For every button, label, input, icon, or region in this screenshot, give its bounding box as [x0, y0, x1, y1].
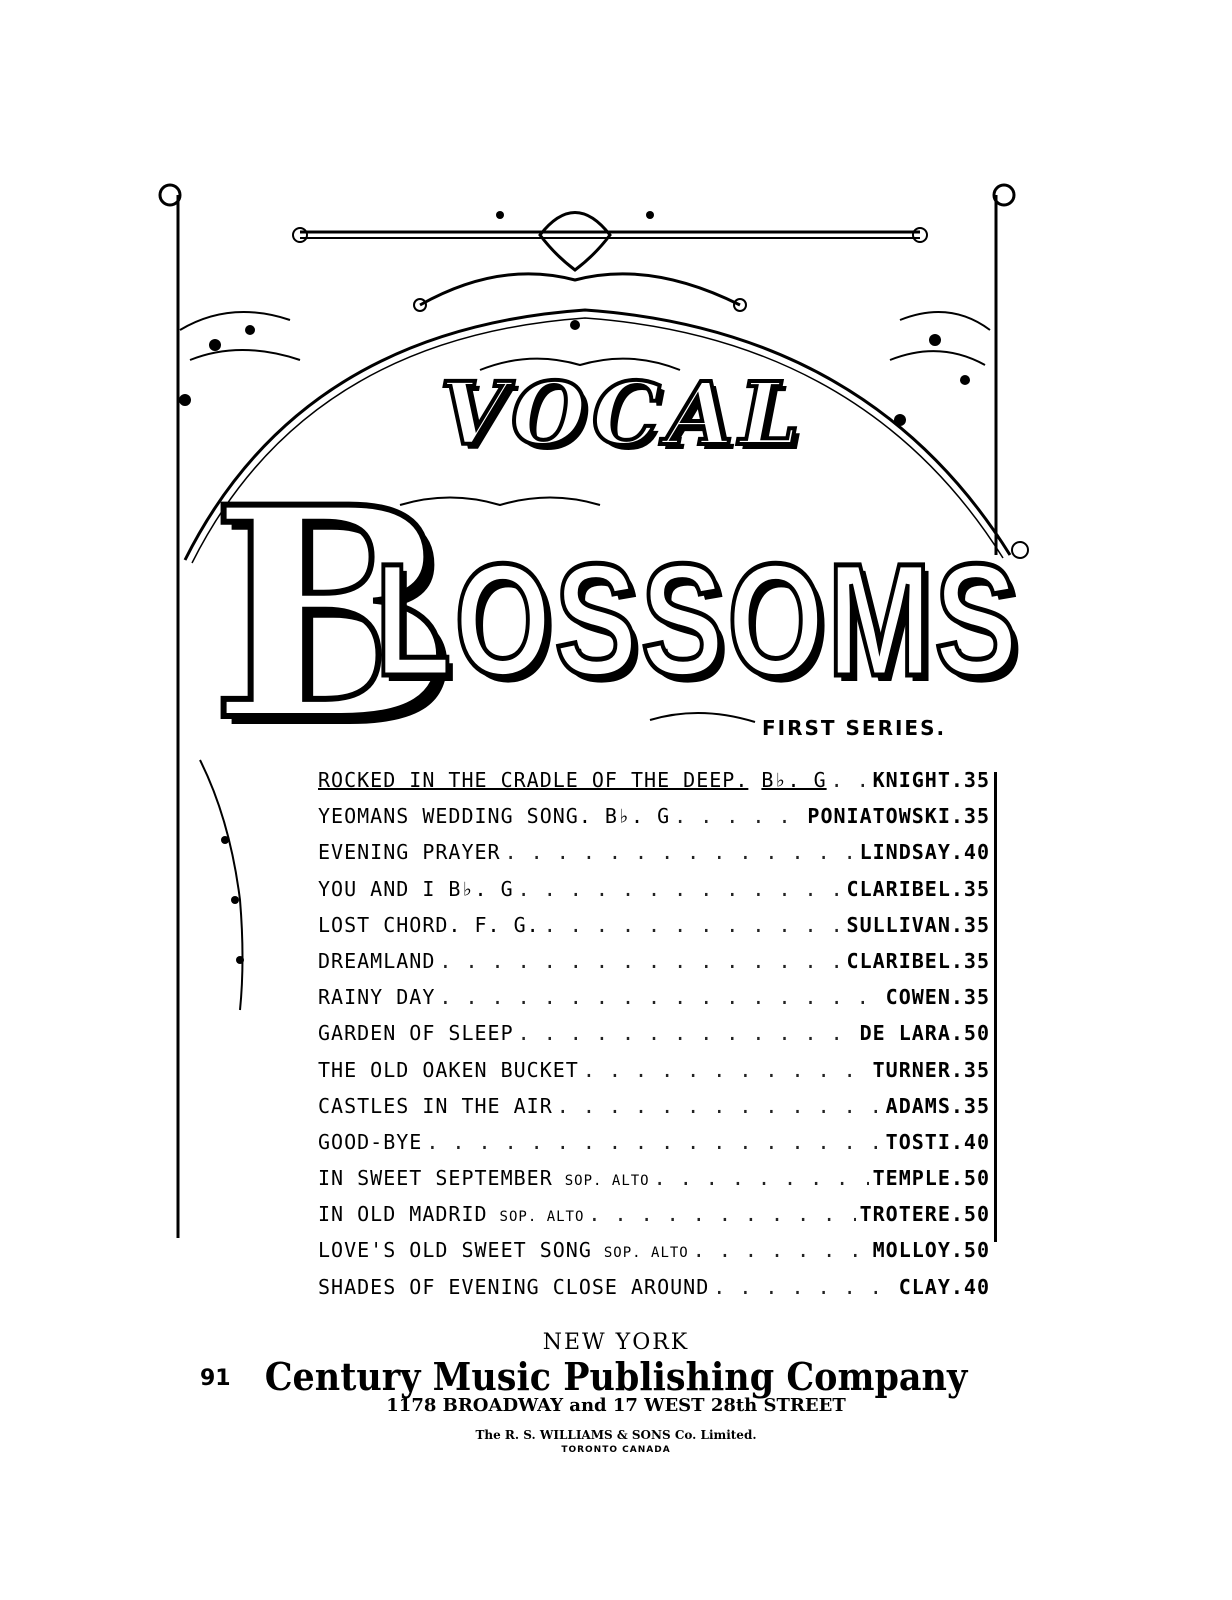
song-title: GARDEN OF SLEEP [318, 1021, 514, 1046]
song-title: RAINY DAY [318, 985, 436, 1010]
title-blossoms: LOSSOMS [375, 530, 1021, 709]
song-title: YEOMANS WEDDING SONG. [318, 804, 592, 829]
song-voices: SOP. ALTO [499, 1209, 585, 1226]
leader-dots [831, 768, 869, 792]
song-row [318, 1202, 990, 1238]
song-price: .35 [950, 1093, 990, 1118]
song-composer: LINDSAY [859, 840, 951, 865]
title-initial-b: B [210, 445, 456, 785]
song-row [318, 1094, 990, 1130]
leader-dots [583, 1058, 869, 1082]
price-column-rule [994, 772, 997, 1242]
song-price: .35 [950, 876, 990, 901]
song-title: SHADES OF EVENING CLOSE AROUND [318, 1274, 710, 1299]
song-title: THE OLD OAKEN BUCKET [318, 1057, 579, 1082]
leader-dots [518, 877, 843, 901]
song-row [318, 1021, 990, 1057]
song-composer: TURNER [872, 1057, 951, 1082]
leader-dots [544, 913, 843, 937]
song-title: LOST CHORD. [318, 912, 462, 937]
song-row [318, 985, 990, 1021]
song-keys: F. G. [474, 912, 540, 937]
song-title: GOOD-BYE [318, 1129, 423, 1154]
leader-dots [505, 840, 856, 864]
agent-country: CANADA [622, 1445, 671, 1455]
song-composer: CLARIBEL [846, 876, 951, 901]
song-price: .35 [950, 985, 990, 1010]
song-price: .35 [950, 948, 990, 973]
song-composer: DE LARA [859, 1021, 951, 1046]
leader-dots [518, 1021, 856, 1045]
song-row [318, 1166, 990, 1202]
song-keys: B♭. G [761, 768, 827, 792]
song-title: IN SWEET SEPTEMBER [318, 1166, 553, 1191]
song-price: .50 [950, 1021, 990, 1046]
song-voices: SOP. ALTO [564, 1173, 650, 1190]
leader-dots [654, 1166, 869, 1190]
song-composer: CLAY [898, 1274, 951, 1299]
song-price: .50 [950, 1166, 990, 1191]
song-row [318, 840, 990, 876]
song-row [318, 1275, 990, 1311]
song-price: .50 [950, 1202, 990, 1227]
song-row [318, 1130, 990, 1166]
agent-city: TORONTO [561, 1445, 619, 1455]
song-title: CASTLES IN THE AIR [318, 1093, 553, 1118]
song-composer: PONIATOWSKI [807, 804, 951, 829]
leader-dots [557, 1094, 882, 1118]
leader-dots [426, 1130, 881, 1154]
song-price: .35 [950, 804, 990, 829]
song-composer: MOLLOY [872, 1238, 951, 1263]
song-title: LOVE'S OLD SWEET SONG [318, 1238, 592, 1263]
song-composer: COWEN [885, 985, 951, 1010]
song-keys: B♭. G [604, 804, 671, 829]
song-row [318, 949, 990, 985]
leader-dots [588, 1202, 855, 1226]
leader-dots [674, 804, 803, 828]
leader-dots [713, 1275, 894, 1299]
leader-dots [439, 985, 881, 1009]
song-price: .35 [950, 912, 990, 937]
leader-dots [693, 1238, 869, 1262]
song-list [318, 768, 990, 1311]
agent-name: The R. S. WILLIAMS & SONS Co. Limited. [475, 1428, 757, 1442]
song-title: IN OLD MADRID [318, 1202, 488, 1227]
song-composer: TEMPLE [872, 1166, 951, 1191]
leader-dots [439, 949, 842, 973]
song-composer: CLARIBEL [846, 948, 951, 973]
song-title: EVENING PRAYER [318, 840, 501, 865]
title-vocal: VOCAL [440, 364, 806, 465]
series-label: FIRST SERIES. [762, 716, 947, 740]
song-price: .50 [950, 1238, 990, 1263]
agent-location [0, 1445, 1232, 1455]
song-row [318, 877, 990, 913]
song-price: .40 [950, 1129, 990, 1154]
song-row [318, 1238, 990, 1274]
song-composer: TROTERE [859, 1202, 951, 1227]
song-price: .40 [950, 840, 990, 865]
song-composer: ADAMS [885, 1093, 951, 1118]
song-row [318, 768, 990, 804]
song-row [318, 913, 990, 949]
song-row [318, 804, 990, 840]
song-row [318, 1058, 990, 1094]
song-price: .35 [950, 1057, 990, 1082]
song-title: ROCKED IN THE CRADLE OF THE DEEP. [318, 768, 749, 792]
song-price: .35 [950, 768, 990, 792]
song-composer: TOSTI [885, 1129, 951, 1154]
song-voices: SOP. ALTO [603, 1245, 689, 1262]
song-title: YOU AND I [318, 876, 436, 901]
song-keys: B♭. G [448, 876, 514, 901]
publisher-address: 1178 BROADWAY and 17 WEST 28th STREET [386, 1395, 846, 1416]
song-composer: SULLIVAN [846, 912, 951, 937]
publisher-city: NEW YORK [542, 1330, 690, 1355]
song-price: .40 [950, 1274, 990, 1299]
song-composer: KNIGHT [872, 768, 951, 792]
plate-number: 91 [200, 1366, 231, 1391]
song-title: DREAMLAND [318, 948, 436, 973]
publisher-name: Century Music Publishing Company [264, 1354, 968, 1399]
